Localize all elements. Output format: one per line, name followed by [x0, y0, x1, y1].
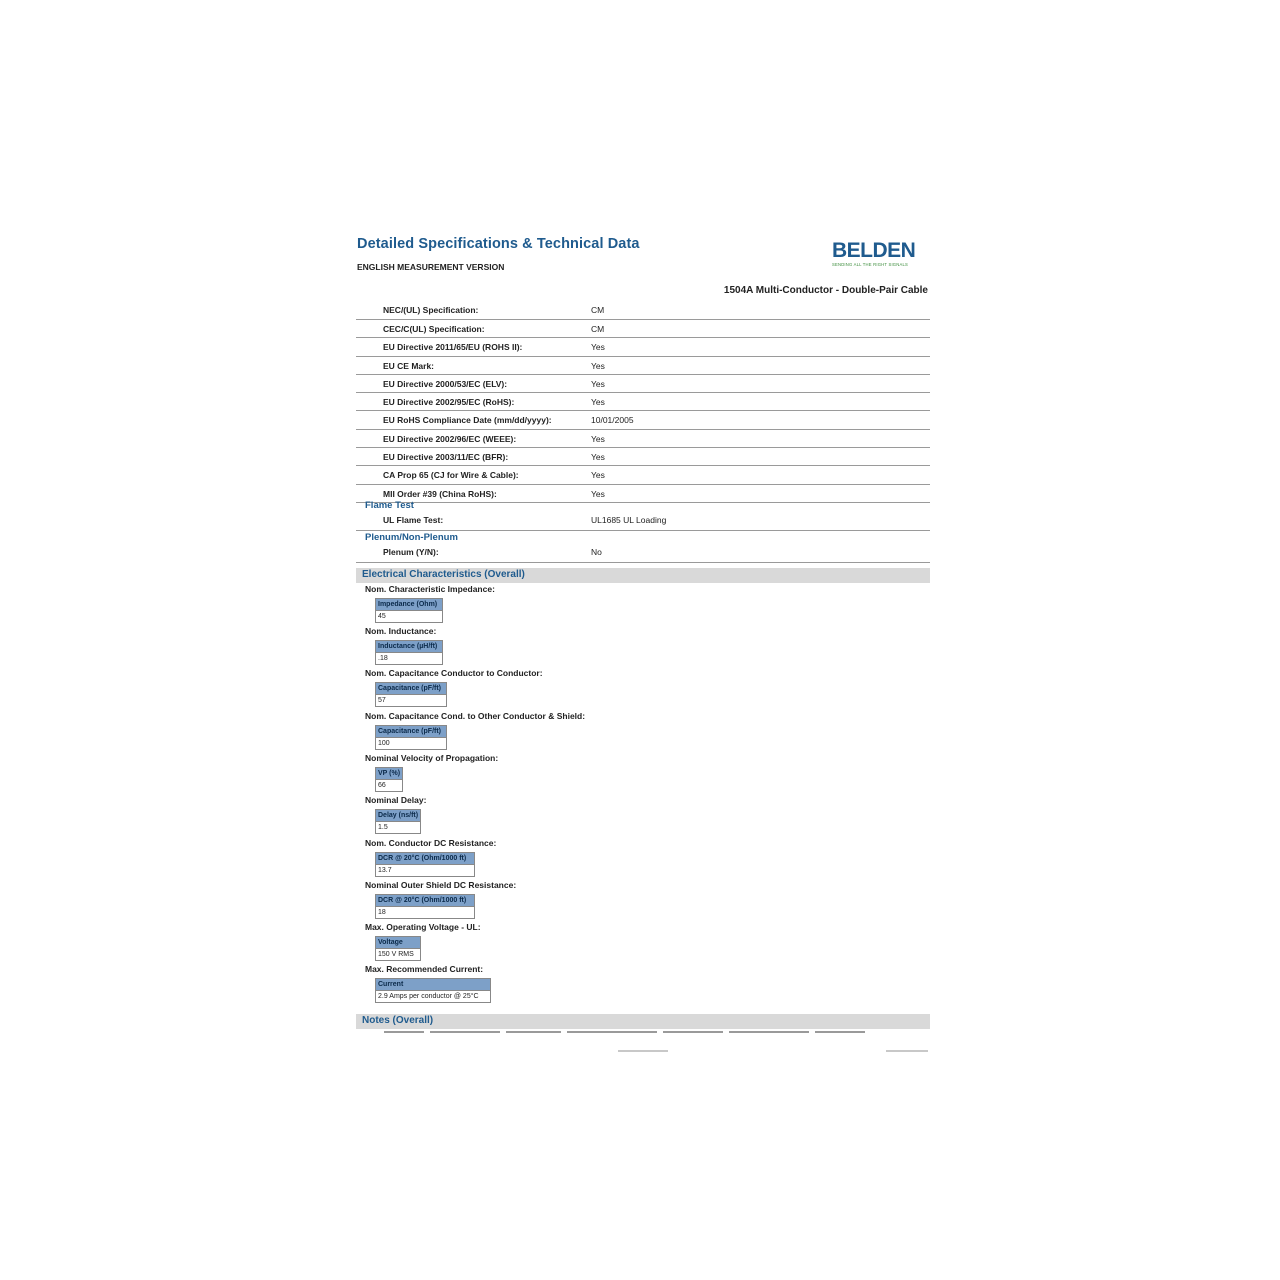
plenum-heading: Plenum/Non-Plenum [365, 532, 458, 543]
property-label: Nominal Delay: [365, 795, 427, 805]
property-label: Max. Recommended Current: [365, 964, 484, 974]
property-table-value: 66 [376, 780, 403, 792]
spec-row [356, 393, 930, 411]
property-table-header: Capacitance (pF/ft) [376, 726, 447, 738]
property-table-value: 18 [376, 907, 475, 919]
spec-row [356, 411, 930, 429]
property-table [375, 894, 475, 919]
spec-label: EU Directive 2002/95/EC (RoHS): [383, 397, 515, 408]
document-subtitle: ENGLISH MEASUREMENT VERSION [357, 262, 505, 272]
property-table [375, 936, 421, 961]
electrical-property [365, 626, 443, 665]
property-label: Nom. Characteristic Impedance: [365, 584, 495, 594]
electrical-property [365, 922, 481, 961]
property-table-value: .18 [376, 653, 443, 665]
electrical-property [365, 753, 498, 792]
property-table [375, 809, 421, 834]
spec-value: Yes [591, 452, 605, 463]
spec-value: 10/01/2005 [591, 415, 634, 426]
electrical-property [365, 838, 496, 877]
property-table [375, 852, 475, 877]
property-table-header: Capacitance (pF/ft) [376, 683, 447, 695]
spec-label: Plenum (Y/N): [383, 547, 439, 557]
spec-label: EU Directive 2002/96/EC (WEEE): [383, 433, 517, 444]
property-table [375, 682, 447, 707]
logo-text: BELDEN [832, 239, 916, 262]
property-label: Nom. Capacitance Cond. to Other Conductor & Shield: [365, 711, 586, 721]
property-table [375, 598, 443, 623]
electrical-property [365, 584, 495, 623]
property-label: Max. Operating Voltage - UL: [365, 922, 481, 932]
spec-value: UL1685 UL Loading [591, 515, 667, 525]
notes-text-cut-off [384, 1031, 904, 1034]
spec-row [356, 320, 930, 338]
property-table-value: 100 [376, 738, 447, 750]
spec-value: Yes [591, 342, 605, 353]
section-title: Electrical Characteristics (Overall) [362, 569, 525, 580]
property-table-header: Inductance (µH/ft) [376, 641, 443, 653]
spec-value: CM [591, 305, 605, 315]
logo-tagline: SENDING ALL THE RIGHT SIGNALS [832, 262, 908, 267]
spec-value: Yes [591, 360, 605, 371]
plenum-row [356, 545, 930, 563]
section-title: Notes (Overall) [362, 1015, 434, 1026]
electrical-property [365, 668, 543, 707]
property-table-value: 2.9 Amps per conductor @ 25°C [376, 991, 491, 1003]
property-table [375, 640, 443, 665]
property-table [375, 767, 403, 792]
spec-row [356, 485, 930, 503]
spec-value: Yes [591, 488, 605, 499]
spec-label: EU Directive 2011/65/EU (ROHS II): [383, 342, 523, 353]
footer-text-faint [618, 1050, 668, 1052]
property-label: Nom. Inductance: [365, 626, 437, 636]
property-table-header: Current [376, 979, 491, 991]
property-table-value: 57 [376, 695, 447, 707]
spec-row [356, 466, 930, 484]
property-table [375, 725, 447, 750]
spec-label: EU RoHS Compliance Date (mm/dd/yyyy): [383, 415, 552, 426]
spec-row [356, 306, 930, 320]
spec-label: UL Flame Test: [383, 515, 444, 525]
property-table-header: Voltage [376, 937, 421, 949]
spec-value: Yes [591, 378, 605, 389]
property-table-header: DCR @ 20°C (Ohm/1000 ft) [376, 895, 475, 907]
spec-value: CM [591, 324, 605, 334]
spec-sheet-page [356, 230, 930, 1060]
spec-row [356, 357, 930, 375]
spec-value: Yes [591, 397, 605, 408]
notes-section-header [356, 1014, 930, 1029]
electrical-property [365, 711, 585, 750]
spec-label: MII Order #39 (China RoHS): [383, 488, 497, 499]
property-label: Nom. Conductor DC Resistance: [365, 838, 497, 848]
electrical-property [365, 964, 491, 1003]
spec-label: EU Directive 2000/53/EC (ELV): [383, 378, 508, 389]
compliance-spec-list [356, 306, 930, 503]
footer-text-faint [886, 1050, 928, 1052]
property-label: Nominal Outer Shield DC Resistance: [365, 880, 517, 890]
spec-label: EU Directive 2003/11/EC (BFR): [383, 452, 509, 463]
electrical-property [365, 880, 516, 919]
property-table [375, 978, 491, 1003]
spec-row [356, 430, 930, 448]
electrical-property [365, 795, 426, 834]
property-table-header: VP (%) [376, 768, 403, 780]
property-label: Nom. Capacitance Conductor to Conductor: [365, 668, 543, 678]
property-table-value: 13.7 [376, 865, 475, 877]
spec-value: Yes [591, 433, 605, 444]
spec-row [356, 375, 930, 393]
spec-label: CA Prop 65 (CJ for Wire & Cable): [383, 470, 519, 481]
spec-label: EU CE Mark: [383, 360, 435, 371]
product-title: 1504A Multi-Conductor - Double-Pair Cable [723, 285, 928, 296]
flame-test-row [356, 513, 930, 531]
spec-value: No [591, 547, 602, 557]
spec-label: CEC/C(UL) Specification: [383, 324, 485, 334]
property-table-value: 150 V RMS [376, 949, 421, 961]
property-table-header: DCR @ 20°C (Ohm/1000 ft) [376, 853, 475, 865]
electrical-section-header [356, 568, 930, 583]
document-title: Detailed Specifications & Technical Data [357, 236, 640, 252]
property-table-value: 45 [376, 611, 443, 623]
belden-logo [832, 240, 916, 280]
spec-value: Yes [591, 470, 605, 481]
property-label: Nominal Velocity of Propagation: [365, 753, 499, 763]
property-table-header: Impedance (Ohm) [376, 599, 443, 611]
spec-label: NEC/(UL) Specification: [383, 305, 479, 315]
property-table-header: Delay (ns/ft) [376, 810, 421, 822]
property-table-value: 1.5 [376, 822, 421, 834]
spec-row [356, 338, 930, 356]
flame-test-heading: Flame Test [365, 500, 414, 511]
spec-row [356, 448, 930, 466]
